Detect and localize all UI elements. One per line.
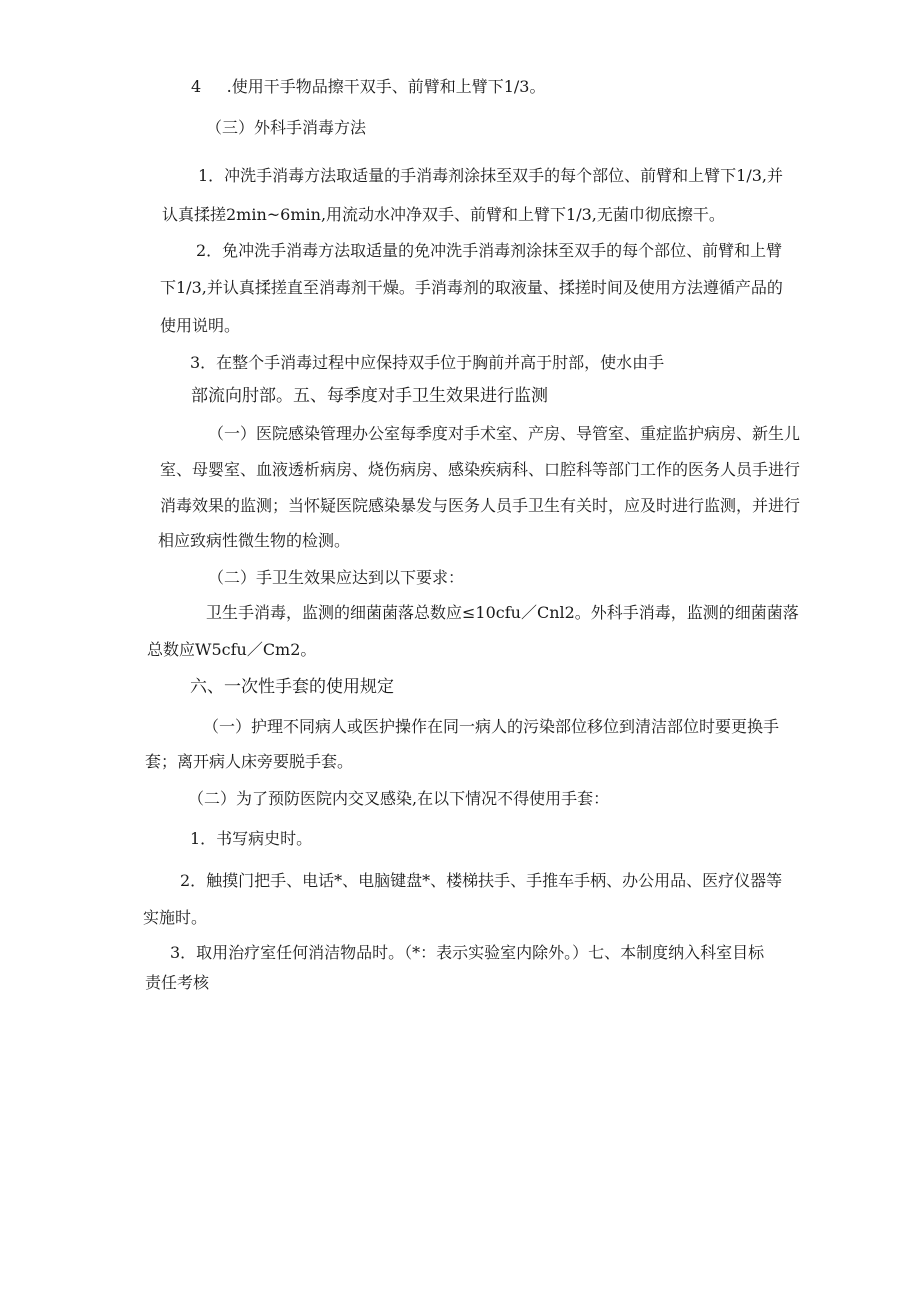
section-heading-monitoring: 部流向肘部。五、每季度对手卫生效果进行监测	[191, 386, 548, 406]
paragraph-line: （二）为了预防医院内交叉感染,在以下情况不得使用手套：	[188, 789, 610, 808]
list-item: 2．触摸门把手、电话*、电脑键盘*、楼梯扶手、手推车手柄、办公用品、医疗仪器等	[180, 871, 783, 890]
paragraph-line: 责任考核	[145, 973, 210, 992]
paragraph-line: 套；离开病人床旁要脱手套。	[145, 752, 354, 771]
paragraph-line: 总数应W5cfu／Cm2。	[147, 640, 317, 659]
paragraph-line: （一）护理不同病人或医护操作在同一病人的污染部位移位到清洁部位时要更换手	[203, 717, 780, 736]
list-item: 3．取用治疗室任何消洁物品时。（*：表示实验室内除外。）七、本制度纳入科室目标	[170, 943, 765, 962]
paragraph-line: 消毒效果的监测；当怀疑医院感染暴发与医务人员手卫生有关时，应及时进行监测，并进行	[160, 496, 801, 515]
paragraph-line: 2．免冲洗手消毒方法取适量的免冲洗手消毒剂涂抹至双手的每个部位、前臂和上臂	[196, 241, 783, 260]
paragraph-line: 3．在整个手消毒过程中应保持双手位于胸前并高于肘部，使水由手	[190, 353, 665, 372]
paragraph-line: 认真揉搓2min~6min,用流动水冲净双手、前臂和上臂下1/3,无菌巾彻底擦干。	[162, 205, 725, 224]
paragraph-line: 使用说明。	[160, 316, 241, 335]
section-heading-surgical-disinfection: （三）外科手消毒方法	[206, 118, 367, 137]
section-heading-gloves: 六、一次性手套的使用规定	[190, 677, 394, 697]
paragraph-line: 1．冲洗手消毒方法取适量的手消毒剂涂抹至双手的每个部位、前臂和上臂下1/3,并	[198, 166, 784, 185]
paragraph-line: 室、母婴室、血液透析病房、烧伤病房、感染疾病科、口腔科等部门工作的医务人员手进行	[160, 460, 801, 479]
paragraph-line: （一）医院感染管理办公室每季度对手术室、产房、导管室、重症监护病房、新生儿	[208, 424, 801, 443]
paragraph-line: （二）手卫生效果应达到以下要求：	[208, 568, 465, 587]
paragraph-line: 下1/3,并认真揉搓直至消毒剂干燥。手消毒剂的取液量、揉搓时间及使用方法遵循产品的	[160, 278, 783, 297]
paragraph-line: 卫生手消毒，监测的细菌菌落总数应≤10cfu／Cnl2。外科手消毒，监测的细菌菌落	[206, 603, 799, 622]
list-item-dry-hands: 4 .使用干手物品擦干双手、前臂和上臂下1/3。	[191, 77, 546, 96]
paragraph-line: 相应致病性微生物的检测。	[158, 531, 351, 550]
paragraph-line: 实施时。	[143, 908, 208, 927]
list-item: 1．书写病史时。	[190, 829, 313, 848]
